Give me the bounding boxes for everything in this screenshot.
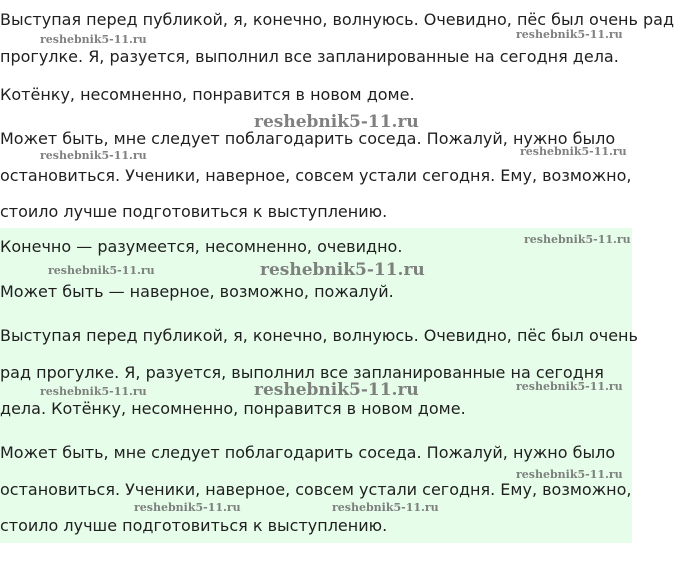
- watermark: reshebnik5-11.ru: [516, 468, 623, 481]
- text-line: остановиться. Ученики, наверное, совсем устали сегодня. Ему, возможно,: [0, 480, 632, 499]
- watermark: reshebnik5-11.ru: [40, 385, 147, 398]
- text-line: стоило лучше подготовиться к выступлению.: [0, 516, 388, 535]
- watermark: reshebnik5-11.ru: [40, 149, 147, 162]
- text-line: Выступая перед публикой, я, конечно, волнуюсь. Очевидно, пёс был очень рад: [0, 10, 675, 29]
- text-line: Выступая перед публикой, я, конечно, волнуюсь. Очевидно, пёс был очень: [0, 326, 638, 345]
- text-line: Конечно — разумеется, несомненно, очевидно.: [0, 237, 403, 256]
- text-line: Может быть — наверное, возможно, пожалуй.: [0, 282, 394, 301]
- text-line: дела. Котёнку, несомненно, понравится в новом доме.: [0, 399, 466, 418]
- text-line: остановиться. Ученики, наверное, совсем устали сегодня. Ему, возможно,: [0, 166, 632, 185]
- text-line: Котёнку, несомненно, понравится в новом доме.: [0, 85, 415, 104]
- text-line: рад прогулке. Я, разуется, выполнил все запланированные на сегодня: [0, 363, 604, 382]
- watermark: reshebnik5-11.ru: [520, 145, 627, 158]
- watermark: reshebnik5-11.ru: [260, 260, 425, 280]
- watermark: reshebnik5-11.ru: [516, 380, 623, 393]
- watermark: reshebnik5-11.ru: [332, 501, 439, 514]
- watermark: reshebnik5-11.ru: [516, 28, 623, 41]
- text-line: Может быть, мне следует поблагодарить соседа. Пожалуй, нужно было: [0, 129, 616, 148]
- watermark: reshebnik5-11.ru: [48, 264, 155, 277]
- watermark: reshebnik5-11.ru: [254, 112, 419, 132]
- watermark: reshebnik5-11.ru: [134, 501, 241, 514]
- text-line: Может быть, мне следует поблагодарить соседа. Пожалуй, нужно было: [0, 443, 616, 462]
- watermark: reshebnik5-11.ru: [524, 233, 631, 246]
- watermark: reshebnik5-11.ru: [40, 33, 147, 46]
- watermark: reshebnik5-11.ru: [254, 380, 419, 400]
- text-line: стоило лучше подготовиться к выступлению.: [0, 202, 388, 221]
- text-line: прогулке. Я, разуется, выполнил все запланированные на сегодня дела.: [0, 47, 619, 66]
